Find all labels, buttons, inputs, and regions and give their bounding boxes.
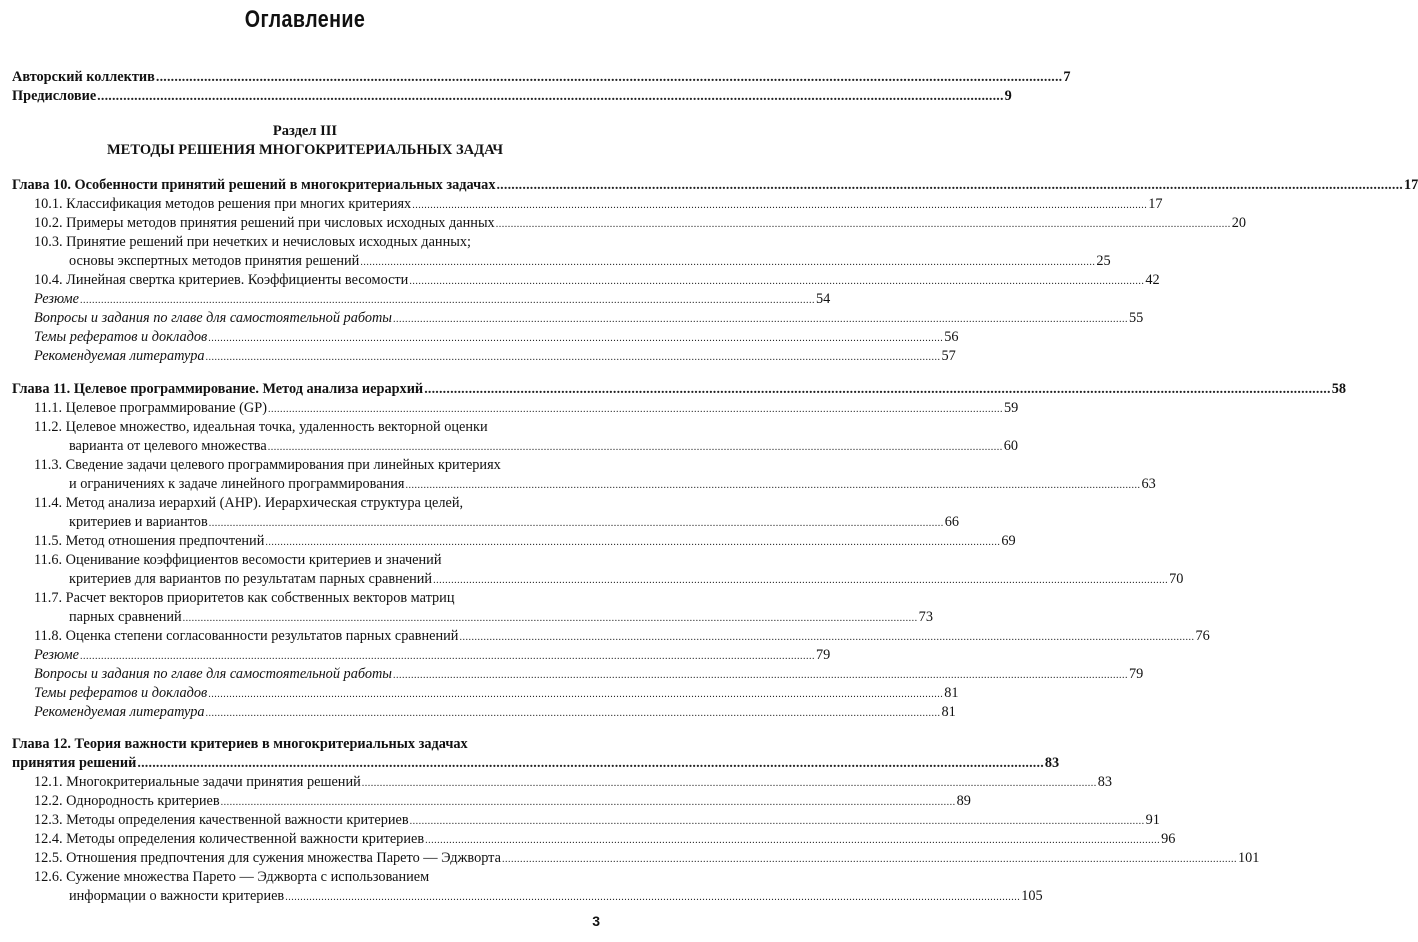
toc-entry-label: 10.4. Линейная свертка критериев. Коэффициенты весомости [34, 272, 409, 288]
toc-entry-label: 11.5. Метод отношения предпочтений [34, 533, 265, 549]
chapter-11-heading[interactable] [12, 380, 1346, 399]
toc-entry-authors[interactable] [12, 68, 1071, 87]
dot-leader [496, 215, 1231, 234]
toc-entry-label: Рекомендуемая литература [34, 704, 205, 720]
toc-entry-label: 12.4. Методы определения количественной важности критериев [34, 831, 425, 847]
page-number: 3 [592, 913, 600, 929]
toc-entry-11-3[interactable] [34, 475, 1156, 494]
toc-entry-page: 20 [1231, 215, 1247, 231]
toc-entry-label: 12.1. Многокритериальные задачи принятия решений [34, 774, 361, 790]
dot-leader [285, 888, 1020, 907]
dot-leader [268, 400, 1003, 419]
toc-entry-label: 11.1. Целевое программирование (GP) [34, 400, 267, 416]
dot-leader [206, 704, 941, 723]
dot-leader [137, 754, 1044, 773]
toc-entry-page: 66 [944, 514, 959, 530]
chapter-page: 83 [1044, 755, 1060, 771]
toc-entry-page: 81 [941, 704, 956, 720]
toc-entry-label: Резюме [34, 291, 79, 307]
toc-entry-page: 42 [1145, 272, 1160, 288]
dot-leader [393, 666, 1128, 685]
dot-leader [360, 253, 1095, 272]
toc-entry-10-2[interactable] [34, 214, 1247, 233]
toc-entry-page: 89 [956, 793, 971, 809]
toc-entry-11-questions[interactable] [34, 665, 1144, 684]
dot-leader [502, 850, 1237, 869]
toc-entry-page: 105 [1021, 888, 1043, 904]
dot-leader [221, 793, 956, 812]
dot-leader [183, 609, 918, 628]
toc-entry-page: 76 [1195, 628, 1210, 644]
dot-leader [80, 291, 815, 310]
toc-entry-page: 7 [1063, 69, 1071, 85]
toc-entry-11-7-line1[interactable]: 11.7. Расчет векторов приоритетов как собственных векторов матриц [34, 590, 455, 606]
chapter-10-heading[interactable] [12, 176, 1418, 195]
toc-entry-12-1[interactable] [34, 773, 1113, 792]
chapter-12-heading[interactable] [12, 754, 1060, 773]
toc-entry-page: 56 [944, 329, 959, 345]
toc-entry-preface[interactable] [12, 87, 1012, 106]
toc-entry-page: 81 [944, 685, 959, 701]
toc-entry-label: Вопросы и задания по главе для самостоятельной работы [34, 666, 392, 682]
toc-entry-10-questions[interactable] [34, 309, 1144, 328]
toc-entry-label: 12.2. Однородность критериев [34, 793, 220, 809]
toc-entry-page: 17 [1148, 196, 1163, 212]
toc-entry-label: Предисловие [12, 88, 97, 104]
toc-entry-label: Резюме [34, 647, 79, 663]
toc-entry-10-topics[interactable] [34, 328, 959, 347]
chapter-title: Глава 10. Особенности принятий решений в многокритериальных задачах [12, 177, 496, 193]
dot-leader [433, 571, 1168, 590]
toc-entry-page: 79 [815, 647, 831, 663]
toc-entry-label: информации о важности критериев [69, 888, 285, 904]
dot-leader [209, 514, 944, 533]
dot-leader [424, 380, 1331, 399]
toc-entry-page: 54 [815, 291, 831, 307]
toc-entry-label: варианта от целевого множества [69, 438, 267, 454]
toc-entry-page: 79 [1129, 666, 1144, 682]
dot-leader [208, 685, 943, 704]
toc-entry-11-topics[interactable] [34, 684, 959, 703]
toc-entry-label: 12.5. Отношения предпочтения для сужения множества Парето — Эджворта [34, 850, 501, 866]
toc-entry-11-2-line1[interactable]: 11.2. Целевое множество, идеальная точка, удаленность векторной оценки [34, 419, 488, 435]
toc-entry-11-4[interactable] [34, 513, 959, 532]
section-title: МЕТОДЫ РЕШЕНИЯ МНОГОКРИТЕРИАЛЬНЫХ ЗАДАЧ [106, 142, 503, 158]
toc-entry-label: Вопросы и задания по главе для самостоятельной работы [34, 310, 392, 326]
dot-leader [393, 310, 1128, 329]
toc-entry-10-summary[interactable] [34, 290, 831, 309]
toc-entry-page: 63 [1141, 476, 1156, 492]
dot-leader [268, 438, 1003, 457]
toc-entry-11-4-line1[interactable]: 11.4. Метод анализа иерархий (AHP). Иерархическая структура целей, [34, 495, 464, 511]
toc-entry-label: Темы рефератов и докладов [34, 685, 208, 701]
toc-entry-11-1[interactable] [34, 399, 1019, 418]
toc-entry-page: 57 [941, 348, 956, 364]
toc-entry-12-6[interactable] [34, 887, 1043, 906]
dot-leader [362, 774, 1097, 793]
toc-entry-label: парных сравнений [69, 609, 182, 625]
toc-entry-label: 12.3. Методы определения качественной важности критериев [34, 812, 409, 828]
toc-entry-11-5[interactable] [34, 532, 1016, 551]
toc-entry-label: Авторский коллектив [12, 69, 155, 85]
toc-entry-page: 25 [1096, 253, 1111, 269]
toc-entry-11-literature[interactable] [34, 703, 956, 722]
section-number: Раздел III [272, 123, 338, 139]
dot-leader [208, 329, 943, 348]
toc-entry-10-4[interactable] [34, 271, 1160, 290]
page-title: Оглавление [244, 6, 366, 33]
toc-entry-10-1[interactable] [34, 195, 1163, 214]
toc-entry-page: 60 [1003, 438, 1019, 454]
dot-leader [80, 647, 815, 666]
toc-entry-page: 55 [1129, 310, 1144, 326]
dot-leader [409, 272, 1144, 291]
toc-entry-10-3-line1[interactable]: 10.3. Принятие решений при нечетких и нечисловых исходных данных; [34, 234, 471, 250]
toc-entry-label: критериев для вариантов по результатам парных сравнений [69, 571, 433, 587]
toc-entry-12-5[interactable] [34, 849, 1260, 868]
toc-entry-10-3[interactable] [34, 252, 1111, 271]
toc-entry-label: Темы рефератов и докладов [34, 329, 208, 345]
toc-entry-page: 69 [1001, 533, 1016, 549]
toc-entry-page: 59 [1003, 400, 1019, 416]
toc-entry-12-2[interactable] [34, 792, 971, 811]
toc-entry-page: 70 [1169, 571, 1184, 587]
toc-entry-page: 96 [1161, 831, 1176, 847]
toc-entry-11-3-line1[interactable]: 11.3. Сведение задачи целевого программирования при линейных критериях [34, 457, 501, 473]
toc-entry-label: 10.1. Классификация методов решения при многих критериях [34, 196, 412, 212]
toc-entry-page: 91 [1145, 812, 1160, 828]
toc-entry-label: 11.8. Оценка степени согласованности результатов парных сравнений [34, 628, 459, 644]
chapter-12-title-line1[interactable]: Глава 12. Теория важности критериев в многокритериальных задачах [12, 736, 468, 752]
dot-leader [459, 628, 1194, 647]
toc-entry-12-4[interactable] [34, 830, 1176, 849]
chapter-page: 58 [1331, 381, 1346, 397]
dot-leader [410, 812, 1145, 831]
toc-entry-10-literature[interactable] [34, 347, 956, 366]
toc-entry-page: 9 [1004, 88, 1012, 104]
dot-leader [156, 68, 1063, 87]
toc-entry-12-6-line1[interactable]: 12.6. Сужение множества Парето — Эджворта с использованием [34, 869, 430, 885]
dot-leader [425, 831, 1160, 850]
dot-leader [496, 176, 1403, 195]
toc-entry-page: 101 [1237, 850, 1260, 866]
toc-entry-12-3[interactable] [34, 811, 1160, 830]
toc-entry-label: и ограничениях к задаче линейного программирования [69, 476, 405, 492]
toc-entry-11-6[interactable] [34, 570, 1184, 589]
dot-leader [206, 348, 941, 367]
toc-entry-11-7[interactable] [34, 608, 933, 627]
toc-entry-label: критериев и вариантов [69, 514, 208, 530]
toc-entry-page: 73 [918, 609, 933, 625]
dot-leader [405, 476, 1140, 495]
toc-entry-label: основы экспертных методов принятия решений [69, 253, 360, 269]
dot-leader [97, 87, 1004, 106]
toc-entry-11-2[interactable] [34, 437, 1019, 456]
chapter-title: принятия решений [12, 755, 137, 771]
dot-leader [265, 533, 1000, 552]
toc-entry-page: 83 [1097, 774, 1113, 790]
chapter-title: Глава 11. Целевое программирование. Метод анализа иерархий [12, 381, 424, 397]
toc-entry-11-6-line1[interactable]: 11.6. Оценивание коэффициентов весомости критериев и значений [34, 552, 442, 568]
toc-entry-11-summary[interactable] [34, 646, 831, 665]
dot-leader [412, 196, 1147, 215]
toc-entry-label: Рекомендуемая литература [34, 348, 205, 364]
chapter-page: 17 [1403, 177, 1418, 193]
toc-entry-label: 10.2. Примеры методов принятия решений при числовых исходных данных [34, 215, 495, 231]
toc-entry-11-8[interactable] [34, 627, 1210, 646]
